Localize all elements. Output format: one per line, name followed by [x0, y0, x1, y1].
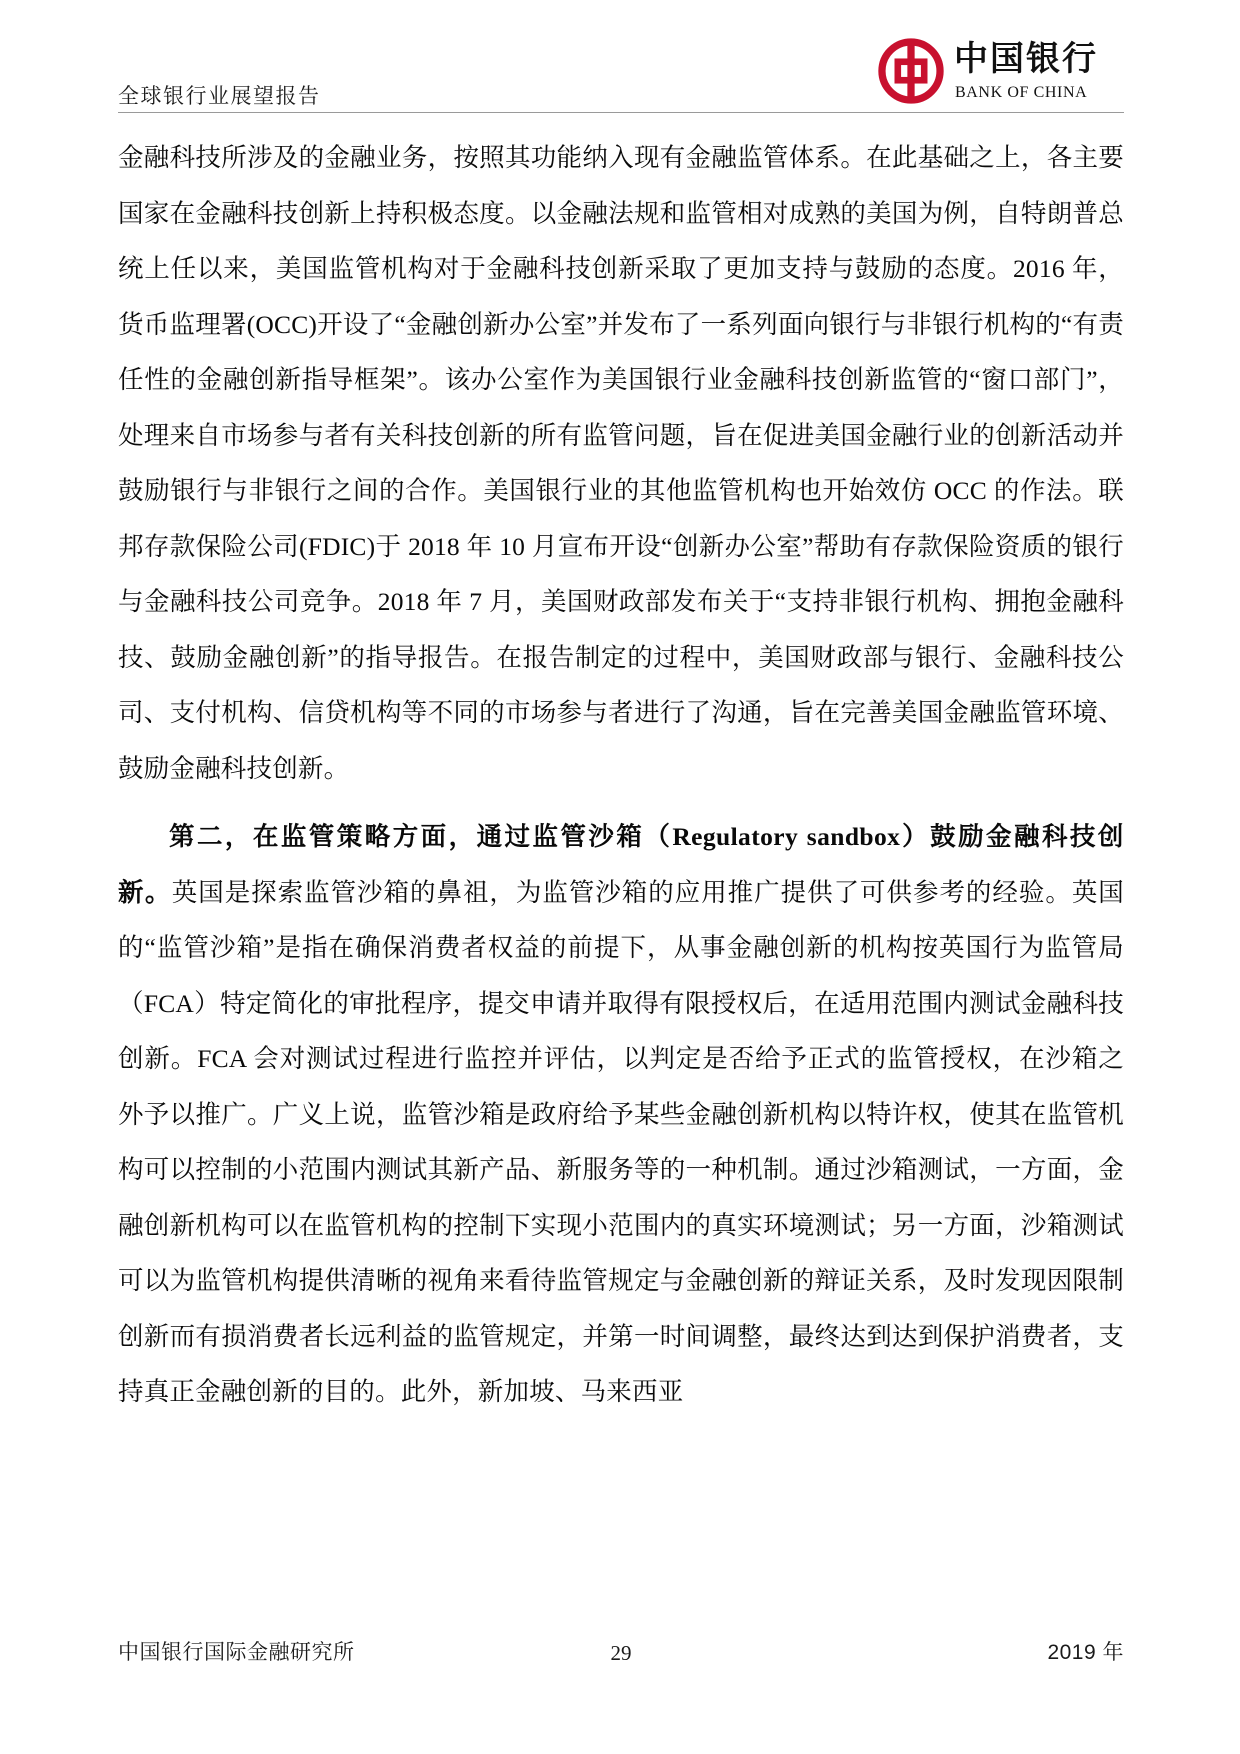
paragraph-text: 英国是探索监管沙箱的鼻祖，为监管沙箱的应用推广提供了可供参考的经验。英国的“监管沙箱”是指在确保消费者权益的前提下，从事金融创新的机构按英国行为监管局（FCA）特定简化的审批程序，提交申请并取得有限授权后，在适用范围内测试金融科技创新。FCA 会对测试过程进行监控并评估，以判定是否给予正式的监管授权，在沙箱之外予以推广。广义上说，监管沙箱是政府给予某些金融创新机构以特许权，使其在监管机构可以控制的小范围内测试其新产品、新服务等的一种机制。通过沙箱测试，一方面，金融创新机构可以在监管机构的控制下实现小范围内的真实环境测试；另一方面，沙箱测试可以为监管机构提供清晰的视角来看待监管规定与金融创新的辩证关系，及时发现因限制创新而有损消费者长远利益的监管规定，并第一时间调整，最终达到达到保护消费者，支持真正金融创新的目的。此外，新加坡、马来西亚: [118, 877, 1125, 1406]
logo-english-name: BANK OF CHINA: [955, 84, 1088, 101]
bank-of-china-logo: [878, 38, 1128, 110]
footer-institute-name: 中国银行国际金融研究所: [118, 1641, 355, 1664]
logo-wordmark: [954, 40, 1126, 108]
bank-of-china-emblem-icon: [878, 38, 944, 104]
paragraph-text: 金融科技所涉及的金融业务，按照其功能纳入现有金融监管体系。在此基础之上，各主要国家在金融科技创新上持积极态度。以金融法规和监管相对成熟的美国为例，自特朗普总统上任以来，美国监管机构对于金融科技创新采取了更加支持与鼓励的态度。2016 年，货币监理署(OCC)开设了“金融创新办公室”并发布了一系列面向银行与非银行机构的“有责任性的金融创新指导框架”。该办公室作为美国银行业金融科技创新监管的“窗口部门”，处理来自市场参与者有关科技创新的所有监管问题，旨在促进美国金融行业的创新活动并鼓励银行与非银行之间的合作。美国银行业的其他监管机构也开始效仿 OCC 的作法。联邦存款保险公司(FDIC)于 2018 年 10 月宣布开设“创新办公室”帮助有存款保险资质的银行与金融科技公司竞争。2018 年 7 月，美国财政部发布关于“支持非银行机构、拥抱金融科技、鼓励金融创新”的指导报告。在报告制定的过程中，美国财政部与银行、金融科技公司、支付机构、信贷机构等不同的市场参与者进行了沟通，旨在完善美国金融监管环境、鼓励金融科技创新。: [118, 143, 1124, 783]
body-paragraph: [118, 130, 1124, 796]
footer-year: 2019 年: [1047, 1641, 1124, 1664]
page-header: [0, 0, 1240, 118]
report-title: 全球银行业展望报告: [118, 85, 321, 108]
document-body: [118, 130, 1124, 1420]
footer-page-number: 29: [610, 1641, 632, 1665]
section-lead-english-term: Regulatory sandbox: [672, 822, 901, 851]
header-divider: [118, 112, 1124, 113]
logo-chinese-name: 中国银行: [954, 41, 1098, 78]
page-footer: [118, 1636, 1124, 1676]
section-lead-chinese-prefix: 第二，在监管策略方面，通过监管沙箱（: [169, 822, 673, 851]
section-lead-chinese-suffix: ）鼓励金融科技创新。: [118, 822, 1124, 907]
body-paragraph: [118, 809, 1124, 1420]
